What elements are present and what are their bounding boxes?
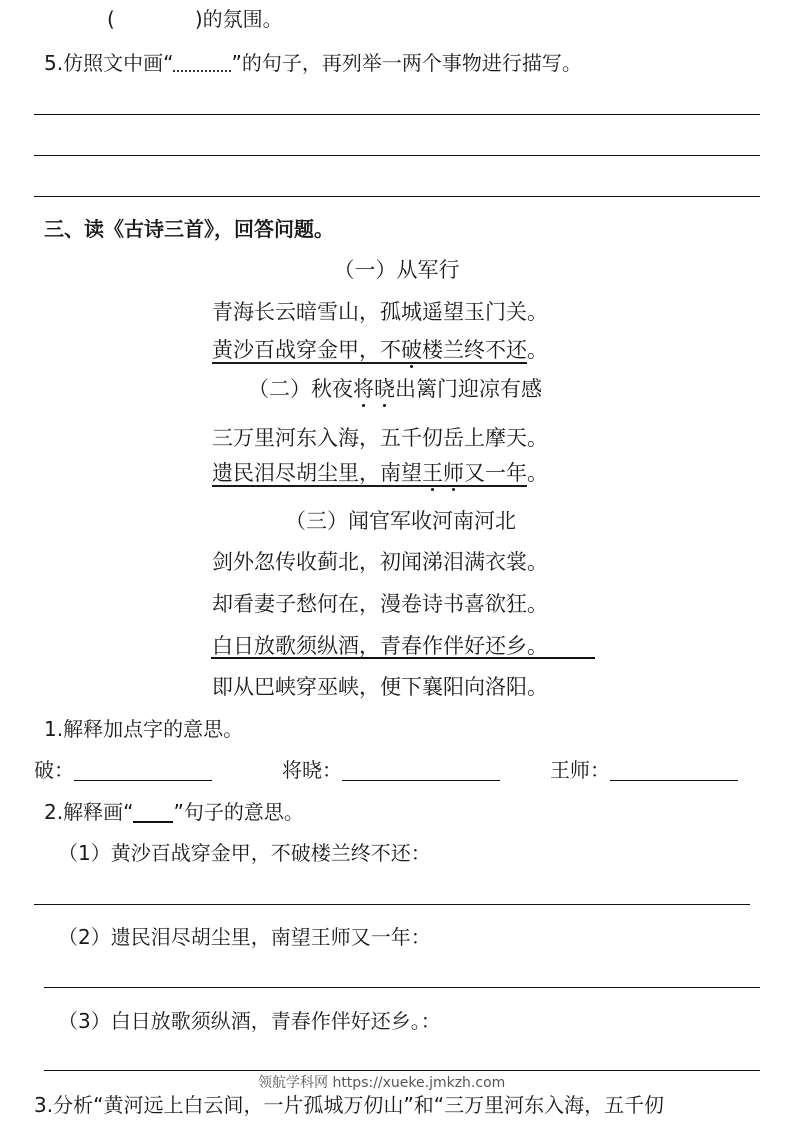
poem-line: 三万里河东入海，五千仞岳上摩天。 [212,426,548,450]
dotted-char: 晓 [374,377,395,401]
poem-title [248,375,542,403]
poem-line: 剑外忽传收蓟北，初闻涕泪满衣裳。 [212,550,548,574]
poem-line-underlined [212,632,548,660]
poem-title: （一）从军行 [333,258,460,282]
q5-suffix: ”的句子，再列举一两个事物进行描写。 [231,51,582,75]
q2-prefix: 2.解释画“ [44,800,134,824]
dotted-char: 将 [353,377,374,401]
underline-mark [211,657,595,659]
poem-line: 青海长云暗雪山，孤城遥望玉门关。 [212,300,548,324]
answer-line[interactable] [34,155,760,156]
underline-sample [133,803,173,823]
poem-line: 即从巴峡穿巫峡，便下襄阳向洛阳。 [212,675,548,699]
q1-item [34,757,212,783]
watermark: 领航学科网 https://xueke.jmkzh.com [258,1075,506,1091]
answer-blank[interactable] [74,758,212,781]
wavy-underline-sample [173,56,231,72]
line-part: 又一年 [464,461,527,485]
question-1: 1.解释加点字的意思。 [44,717,244,741]
dotted-char: 王 [422,461,443,485]
question-5 [44,50,582,76]
q2-item: （3）白日放歌须纵酒，青春作伴好还乡。： [58,1009,441,1033]
q2-item: （2）遗民泪尽胡尘里，南望王师又一年： [58,925,431,949]
answer-line[interactable] [34,904,750,905]
section-title: 三、读《古诗三首》，回答问题。 [44,217,334,241]
answer-line[interactable] [44,987,760,988]
answer-line[interactable] [44,1070,760,1071]
answer-blank[interactable] [610,758,738,781]
q1-label: 王师： [550,758,610,782]
line-part: 黄沙百战穿金甲，不 [212,338,401,362]
poem-line-underlined [212,336,548,364]
q1-item [282,757,500,783]
question-2 [44,799,304,825]
poem-line: 却看妻子愁何在，漫卷诗书喜欲狂。 [212,592,548,616]
title-part: 出篱门迎凉有感 [395,377,542,401]
fill-blank-fragment [107,6,283,32]
question-3: 3.分析“黄河远上白云间，一片孤城万仞山”和“三万里河东入海，五千仞 [34,1093,665,1117]
paren-open: ( [107,7,115,31]
line-end: 。 [527,461,548,485]
title-part: （二）秋夜 [248,377,353,401]
dotted-char: 师 [443,461,464,485]
q1-item [550,757,738,783]
poem-title: （三）闻官军收河南河北 [285,509,516,533]
q1-label: 破： [34,758,74,782]
line-text: 白日放歌须纵酒，青春作伴好还乡。 [212,634,548,658]
line-end: 。 [527,338,548,362]
answer-line[interactable] [34,196,760,197]
poem-line-underlined [212,459,548,487]
answer-line[interactable] [34,114,760,115]
dotted-char: 破 [401,338,422,362]
q1-label: 将晓： [282,758,342,782]
line-part: 楼兰终不还 [422,338,527,362]
answer-blank[interactable] [342,758,500,781]
q2-item: （1）黄沙百战穿金甲，不破楼兰终不还： [58,841,431,865]
q2-suffix: ”句子的意思。 [173,800,304,824]
paren-close-text: )的氛围。 [194,7,283,31]
q5-prefix: 5.仿照文中画“ [44,51,174,75]
line-part: 遗民泪尽胡尘里，南望 [212,461,422,485]
